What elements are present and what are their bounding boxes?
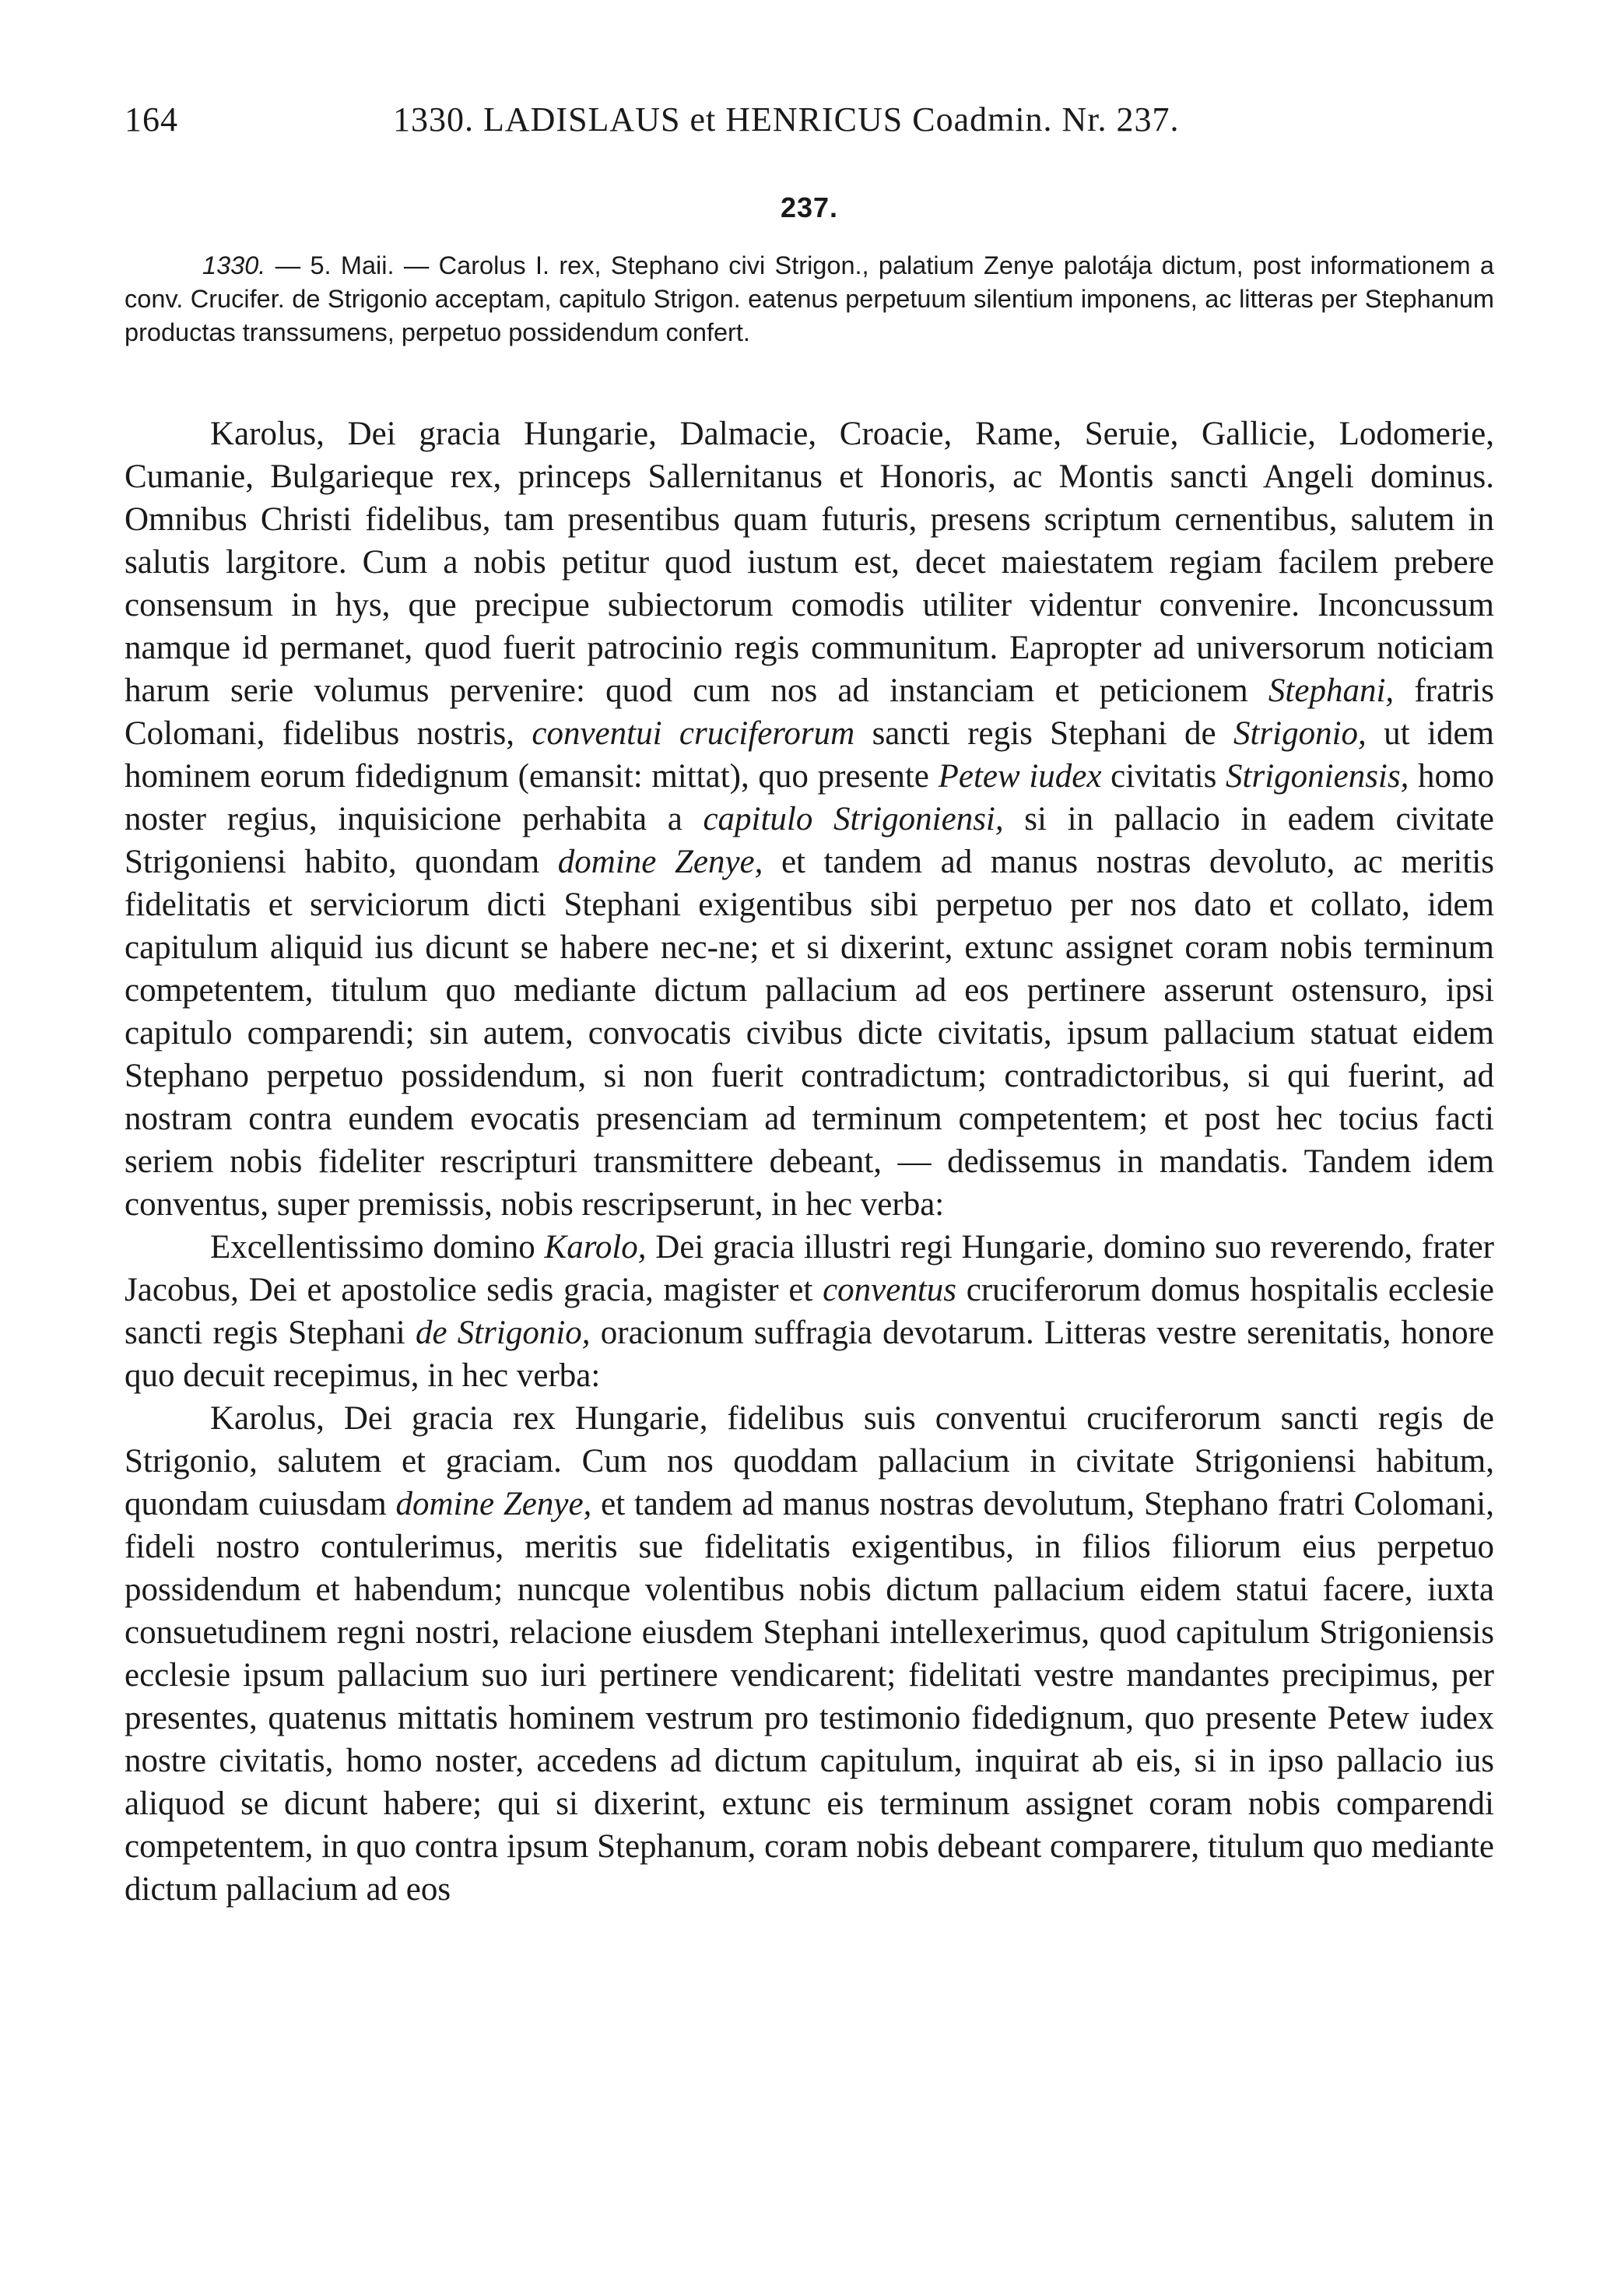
- document-number: 237.: [780, 191, 839, 223]
- text-span: Excellentissimo domino: [210, 1229, 545, 1266]
- charter-text: [125, 413, 1494, 1911]
- text-span: sancti regis Stephani de: [854, 715, 1233, 752]
- italic-name: Petew iudex: [938, 758, 1102, 795]
- text-span: oracionum suffragia devotarum. Litteras vestre serenitatis, honore quo decuit recepimus, in hec verba:: [125, 1315, 1494, 1394]
- regest-text: — 5. Maii. — Carolus I. rex, Stephano civi Strigon., palatium Zenye palotája dictum, post informationem a conv. Crucifer. de Strigonio acceptam, capitulo Strigon. eatenus perpetuum silentium imponens, ac litteras per Stephanum productas transsumens, perpetuo possidendum confert.: [125, 251, 1494, 346]
- paragraph-3: [125, 1397, 1494, 1911]
- paragraph-1: [125, 413, 1494, 1226]
- regest-date: 1330.: [202, 251, 266, 279]
- italic-name: domine Zenye,: [395, 1486, 592, 1522]
- italic-name: capitulo Strigoniensi,: [703, 801, 1004, 837]
- text-span: civitatis: [1101, 758, 1226, 795]
- text-span: cruciferorum domus hospitalis ecclesie sancti regis Stephani: [125, 1272, 1494, 1351]
- regest-summary: [125, 249, 1494, 349]
- text-span: fratris Colomani, fidelibus nostris,: [125, 672, 1494, 752]
- text-span: et tandem ad manus nostras devolutum, Stephano fratri Colomani, fideli nostro contulerimus, meritis sue fidelitatis exigentibus, in filios filiorum eius perpetuo possidendum et habendum; nuncque volentibus nobis dictum pallacium eidem statui facere, iuxta consuetudinem regni nostri, relacione eiusdem Stephani intellexerimus, quod capitulum Strigoniensis ecclesie ipsum pallacium suo iuri pertinere vendicarent; fidelitati vestre mandantes precipimus, per presentes, quatenus mittatis hominem vestrum pro testimonio fidedignum, quo presente Petew iudex nostre civitatis, homo noster, accedens ad dictum capitulum, inquirat ab eis, si in ipso pallacio ius aliquod se dicunt habere; qui si dixerint, extunc eis terminum assignet coram nobis comparendi competentem, in quo contra ipsum Stephanum, coram nobis debeant comparere, titulum quo mediante dictum pallacium ad eos: [125, 1486, 1494, 1908]
- italic-name: Stephani,: [1268, 672, 1395, 709]
- text-span: ut idem hominem eorum fidedignum (emansit: mittat), quo presente: [125, 715, 1494, 795]
- running-head-title: 1330. LADISLAUS et HENRICUS Coadmin. Nr. 237.: [393, 100, 1180, 139]
- italic-name: conventui cruciferorum: [532, 715, 855, 752]
- document-page: [125, 0, 1494, 2296]
- text-span: Karolus, Dei gracia Hungarie, Dalmacie, Croacie, Rame, Seruie, Gallicie, Lodomerie, Cumanie, Bulgarieque rex, princeps Sallernitanus et Honoris, ac Montis sancti Angeli dominus. Omnibus Christi fidelibus, tam presentibus quam futuris, presens scriptum cernentibus, salutem in salutis largitore. Cum a nobis petitur quod iustum est, decet maiestatem regiam facilem prebere consensum in hys, que precipue subiectorum comodis utiliter videntur convenire. Inconcussum namque id permanet, quod fuerit patrocinio regis communitum. Eapropter ad universorum noticiam harum serie volumus pervenire: quod cum nos ad instanciam et peticionem: [125, 416, 1494, 709]
- text-span: homo noster regius, inquisicione perhabita a: [125, 758, 1495, 837]
- text-span: Dei gracia illustri regi Hungarie, domino suo reverendo, frater Jacobus, Dei et apostolice sedis gracia, magister et: [125, 1229, 1494, 1308]
- running-head: [125, 100, 1494, 146]
- text-span: et tandem ad manus nostras devoluto, ac meritis fidelitatis et serviciorum dicti Stephani exigentibus sibi perpetuo per nos dato et collato, idem capitulum aliquid ius dicunt se habere nec-ne; et si dixerint, extunc assignet coram nobis terminum competentem, titulum quo mediante dictum pallacium ad eos pertinere asserunt ostensuro, ipsi capitulo comparendi; sin autem, convocatis civibus dicte civitatis, ipsum pallacium statuat eidem Stephano perpetuo possidendum, si non fuerit contradictum; contradictoribus, si qui fuerint, ad nostram contra eundem evocatis presenciam ad terminum competentem; et post hec tocius facti seriem nobis fideliter rescripturi transmittere debeant, — dedissemus in mandatis. Tandem idem conventus, super premissis, nobis rescripserunt, in hec verba:: [125, 844, 1494, 1223]
- italic-name: de Strigonio,: [415, 1315, 591, 1351]
- text-span: Karolus, Dei gracia rex Hungarie, fidelibus suis conventui cruciferorum sancti regis de Strigonio, salutem et graciam. Cum nos quoddam pallacium in civitate Strigoniensi habitum, quondam cuiusdam: [125, 1400, 1494, 1522]
- page-number: 164: [125, 100, 178, 139]
- text-span: si in pallacio in eadem civitate Strigoniensi habito, quondam: [125, 801, 1494, 880]
- italic-name: domine Zenye,: [557, 844, 763, 880]
- paragraph-2: [125, 1226, 1494, 1397]
- italic-name: Strigonio,: [1233, 715, 1367, 752]
- italic-name: Strigoniensis,: [1226, 758, 1409, 795]
- italic-name: Karolo,: [544, 1229, 647, 1266]
- italic-name: conventus: [823, 1272, 957, 1308]
